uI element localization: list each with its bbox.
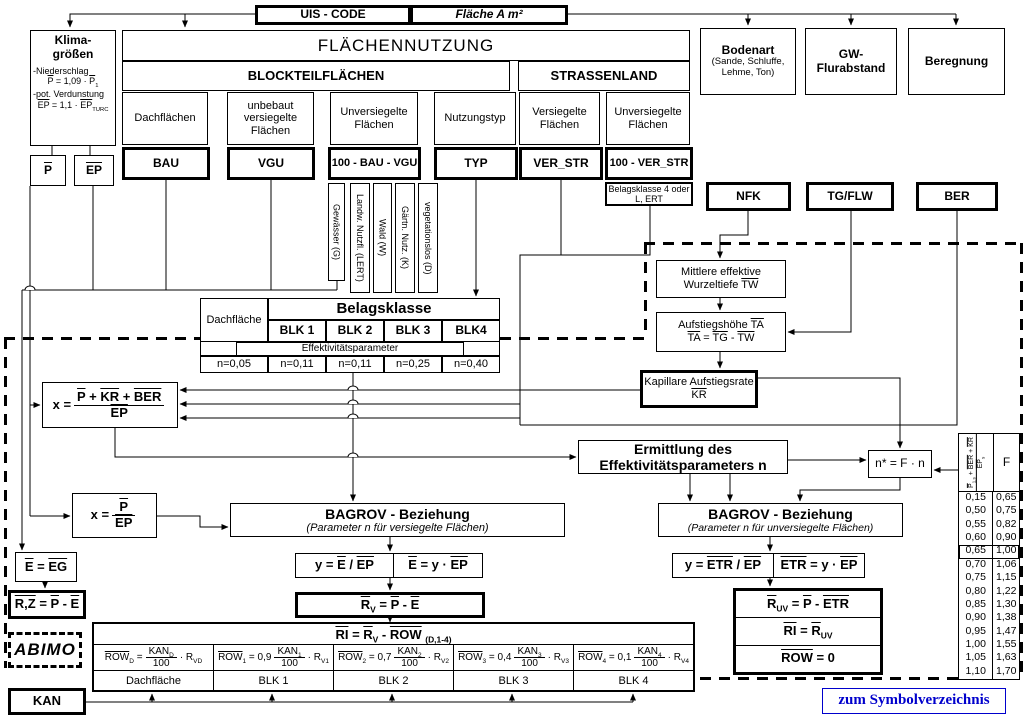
unversiegelt-label: Unversiegelte Flächen	[340, 105, 408, 131]
row-2-label: BLK 2	[333, 671, 453, 690]
bodenart-sub: (Sande, Schluffe, Lehme, Ton)	[711, 56, 785, 79]
beregnung-box	[908, 28, 1005, 95]
bau-code-box	[122, 147, 210, 180]
x1-den: EP	[110, 404, 128, 420]
f-row: 0,55 0,82	[959, 519, 1019, 532]
f-ratio-num: $\overline{P}_{1,s} + \overline{BER} + \overline{KR}$	[967, 434, 976, 491]
ver-str-code: VER_STR	[533, 155, 589, 170]
landw-label: Landw. Nutzfl. (LERT)	[355, 194, 366, 282]
f-table-header	[958, 433, 1020, 492]
kapillare-aufstiegsrate-box	[640, 370, 758, 408]
p-code-box	[30, 155, 66, 186]
effektivitaetsparameter-band	[236, 342, 464, 356]
p-code: $\overline{P}$	[43, 162, 52, 177]
strassenland-box	[518, 61, 690, 91]
row-3-formula: $\overline{ROW}_3 = 0,4$ $\frac{KAN_3}{100}$ · $R_{V3}$	[453, 645, 573, 670]
abimo-logo: ABIMO	[8, 632, 82, 668]
flaeche-box	[410, 5, 568, 25]
bagrov-uv-box	[658, 503, 903, 537]
gw-flurabstand-title: GW- Flurabstand	[816, 46, 886, 75]
wurzeltiefe-line1: Mittlere effektive	[681, 266, 761, 279]
row-d-label: Dachfläche	[125, 674, 182, 687]
wurzeltiefe-line2: Wurzeltiefe $\overline{TW}$	[683, 279, 759, 291]
tgflw-code-box	[806, 182, 894, 211]
gaertn-label: Gärtn. Nutz. (K)	[400, 206, 411, 270]
belagsklasse-title: Belagsklasse	[336, 300, 432, 318]
f-row: 0,15 0,65	[959, 492, 1019, 505]
blk1-header-cell	[268, 320, 326, 342]
klima-box	[30, 30, 116, 146]
row-3-label: BLK 3	[453, 671, 573, 690]
bagrov-uv-cell1: $y = \overline{ETR} / \overline{EP}$	[673, 554, 774, 577]
verdunstung-label: -pot. Verdunstung	[33, 89, 105, 100]
niederschlag-formula: $\overline{P} = 1,09 \cdot \overline{P}_1$	[47, 75, 99, 89]
ermittlung-box	[578, 440, 788, 474]
vegetationslos-label: vegetationslos (D)	[423, 201, 434, 275]
ver-str100-code-box	[605, 147, 693, 180]
f-table-f-label: F	[1002, 454, 1011, 469]
flaechennutzung-title: FLÄCHENNUTZUNG	[317, 35, 495, 55]
row-zero-result: $\overline{ROW} = 0$	[781, 650, 835, 666]
vgu-label-box	[227, 92, 314, 145]
wurzeltiefe-box	[656, 260, 786, 298]
nfk-code-box	[706, 182, 791, 211]
symbol-link[interactable]	[822, 688, 1006, 714]
bagrov-uv-cells	[672, 553, 865, 578]
gewaesser-label: Gewässer (G)	[331, 203, 342, 260]
f-row: 1,10 1,70	[959, 666, 1019, 679]
rz-box	[8, 590, 86, 619]
f-row: 0,50 0,75	[959, 505, 1019, 518]
f-ratio-den: $\overline{EP}_s$	[976, 456, 985, 469]
beregnung-title: Beregnung	[924, 53, 989, 68]
n1-cell	[268, 356, 326, 373]
aufstiegshoehe-line2: $\overline{TA} = \overline{TG} - \overline{TW}$	[687, 332, 755, 344]
blk3-header: BLK 3	[395, 323, 431, 338]
runoff-table	[92, 622, 695, 692]
runoff-formula-row	[94, 645, 693, 670]
x2-num: $\overline{P}$	[112, 500, 135, 516]
runoff-header: $\overline{RI} = \overline{R}_V - \overline{ROW}$ $_{(D,1-4)}$	[94, 624, 693, 645]
rv-result: $\overline{R}_V = \overline{P} - \overline{E}$	[360, 596, 420, 615]
x1-num: $\overline{P} + \overline{KR} + \overline{BER}$	[74, 390, 164, 406]
bagrov-v-box	[230, 503, 565, 537]
uis-code-label: UIS - CODE	[300, 7, 366, 22]
uis-code-box	[255, 5, 411, 25]
nfk-code: NFK	[736, 188, 761, 203]
f-row: 1,05 1,63	[959, 652, 1019, 665]
n4-value: n=0,40	[454, 358, 488, 371]
belagsklasse-corner: Dachfläche	[206, 313, 262, 326]
f-ratio-frac	[967, 434, 984, 491]
blockteilflaechen-title: BLOCKTEILFLÄCHEN	[247, 67, 385, 83]
f-row: 0,90 1,38	[959, 612, 1019, 625]
unversiegelt-label-box	[330, 92, 418, 145]
f-table-f-cell	[994, 456, 1019, 470]
n3-value: n=0,25	[396, 358, 430, 371]
f-row: 0,80 1,22	[959, 586, 1019, 599]
strassenland-title: STRASSENLAND	[550, 67, 658, 83]
typ-code: TYP	[464, 155, 488, 170]
dachflaechen-label-box	[122, 92, 208, 145]
bagrov-v-sub: (Parameter n für versiegelte Flächen)	[306, 521, 489, 534]
f-row: 0,60 0,90	[959, 532, 1019, 545]
ep-code: $\overline{EP}$	[85, 162, 102, 177]
bagrov-uv-title: BAGROV - Beziehung	[708, 505, 853, 522]
nutzungstyp-label-box	[434, 92, 516, 145]
dashed-boundary-mid-right	[500, 337, 647, 340]
n2-cell	[326, 356, 384, 373]
ep-code-box	[74, 155, 114, 186]
effektivitaetsparameter-label: Effektivitätsparameter	[301, 343, 399, 355]
blk1-header: BLK 1	[279, 323, 315, 338]
klima-title: Klima- größen	[52, 33, 94, 61]
typ-code-box	[434, 147, 518, 180]
f-table-body	[958, 492, 1020, 680]
nstar-box	[868, 450, 932, 478]
uv-result-stack	[733, 588, 883, 675]
rz-formula: $R,Z = \overline{P} - \overline{E}$	[14, 596, 80, 612]
tgflw-code: TG/FLW	[827, 188, 873, 203]
runoff-label-row	[94, 670, 693, 690]
n3-cell	[384, 356, 442, 373]
blk4-header-cell	[442, 320, 500, 342]
blockteilflaechen-box	[122, 61, 510, 91]
f-table-ratio-rotated	[967, 434, 984, 491]
nstar-formula: n* = F · n	[875, 456, 925, 471]
belagsklasse-title-cell	[268, 298, 500, 320]
unversiegelt-str-label-box	[606, 92, 690, 145]
ri-result: $\overline{RI} = \overline{R}_{UV}$	[736, 618, 880, 645]
blk3-header-cell	[384, 320, 442, 342]
gw-flurabstand-box	[805, 28, 897, 95]
row-d-formula: $\overline{ROW}_D$ = $\frac{KAN_D}{100}$ · $R_{VD}$	[104, 646, 203, 669]
bagrov-v-title: BAGROV - Beziehung	[325, 505, 470, 522]
e-eg-formula: $\overline{E} = \overline{EG}$	[24, 558, 68, 574]
belag4-note-box	[605, 182, 693, 206]
ermittlung-line2: Effektivitätsparameters n	[599, 457, 767, 473]
row-4-formula: $\overline{ROW}_4 = 0,1$ $\frac{KAN_4}{100}$ · $R_{V4}$	[573, 645, 693, 670]
x1-formula-box	[42, 382, 178, 428]
aufstiegshoehe-box	[656, 312, 786, 352]
nutzungstyp-label: Nutzungstyp	[444, 112, 506, 125]
f-row: 0,85 1,30	[959, 599, 1019, 612]
landw-box	[350, 183, 370, 293]
aufstiegshoehe-line1: Aufstiegshöhe $\overline{TA}$	[678, 319, 764, 332]
gaertn-box	[395, 183, 415, 293]
bodenart-box	[700, 28, 796, 95]
row-1-formula: $\overline{ROW}_1 = 0,9$ $\frac{KAN_1}{100}$ · $R_{V1}$	[213, 645, 333, 670]
bodenart-title: Bodenart	[721, 42, 775, 57]
symbol-link-label: zum Symbolverzeichnis	[838, 692, 990, 709]
row-1-label: BLK 1	[213, 671, 333, 690]
wald-box	[373, 183, 392, 293]
bagrov-v-cell2: $\overline{E} = y \cdot \overline{EP}$	[408, 557, 468, 573]
n-dach-value: n=0,05	[217, 358, 251, 371]
vgu-label: unbebaut versiegelte Flächen	[243, 99, 298, 137]
belag4-note: Belagsklasse 4 oder L, ERT	[608, 183, 690, 204]
row-4-label: BLK 4	[573, 671, 693, 690]
row-2-formula: $\overline{ROW}_2 = 0,7$ $\frac{KAN_2}{100}$ · $R_{V2}$	[333, 645, 453, 670]
versiegelt-str-label-box	[519, 92, 600, 145]
bagrov-uv-sub: (Parameter n für unversiegelte Flächen)	[687, 522, 874, 535]
dashed-boundary-top-right	[644, 242, 1024, 245]
f-row: 0,95 1,47	[959, 626, 1019, 639]
belagsklasse-corner-cell	[200, 298, 268, 342]
vgu-code: VGU	[257, 155, 284, 170]
bau-vgu-code-box	[328, 147, 421, 180]
n4-cell	[442, 356, 500, 373]
bau-code: BAU	[153, 155, 179, 170]
ver-str-code-box	[519, 147, 603, 180]
bagrov-v-cells	[295, 553, 483, 578]
n1-value: n=0,11	[280, 358, 314, 371]
rv-result-box	[295, 592, 485, 618]
dashed-boundary-left	[4, 338, 7, 668]
ver-str100-code: 100 - VER_STR	[609, 157, 689, 170]
x1-lhs: x =	[52, 396, 72, 412]
f-row-highlighted: 0,65 1,00	[959, 545, 1019, 558]
x2-lhs: x =	[90, 507, 110, 523]
x2-den: EP	[115, 515, 133, 530]
f-table-ratio-cell	[959, 434, 994, 491]
f-row: 0,70 1,06	[959, 559, 1019, 572]
wald-label: Wald (W)	[377, 219, 388, 257]
niederschlag-label: -Niederschlag	[33, 65, 89, 76]
f-row: 1,00 1,55	[959, 639, 1019, 652]
f-row: 0,75 1,15	[959, 572, 1019, 585]
flaechennutzung-title-box	[122, 30, 690, 61]
bagrov-uv-cell2: $\overline{ETR} = y \cdot \overline{EP}$	[780, 557, 858, 573]
ermittlung-line1: Ermittlung des	[633, 440, 732, 457]
blk4-header: BLK4	[455, 323, 487, 338]
bau-vgu-code: 100 - BAU - VGU	[331, 157, 418, 170]
kan-code: KAN	[32, 693, 62, 709]
n2-value: n=0,11	[338, 358, 372, 371]
dashed-boundary-step	[644, 243, 647, 338]
blk2-header: BLK 2	[337, 323, 373, 338]
blk2-header-cell	[326, 320, 384, 342]
dashed-boundary-mid-left	[4, 337, 200, 340]
flaeche-label: Fläche A m²	[455, 7, 523, 22]
x1-frac	[74, 390, 164, 421]
dachflaechen-label: Dachflächen	[134, 112, 196, 125]
dashed-boundary-right	[1020, 243, 1023, 680]
kan-code-box	[8, 688, 86, 715]
e-eg-box	[15, 552, 77, 582]
n-dach-cell	[200, 356, 268, 373]
verdunstung-formula: $\overline{EP} = 1,1 \cdot \overline{EP}_{TURC}$	[37, 99, 109, 113]
x2-formula-box	[72, 493, 157, 538]
unversiegelt-str-label: Unversiegelte Flächen	[614, 105, 682, 131]
x2-frac	[112, 500, 135, 531]
ber-code: BER	[944, 188, 970, 203]
kapillare-line1: Kapillare Aufstiegsrate	[644, 376, 754, 389]
ruv-result: $\overline{R}_{UV} = \overline{P} - \overline{ETR}$	[736, 591, 880, 618]
gewaesser-box	[328, 183, 345, 281]
bagrov-v-cell1: $y = \overline{E} / \overline{EP}$	[296, 554, 394, 577]
kapillare-line2: $\overline{KR}$	[691, 389, 707, 401]
ber-code-box	[916, 182, 998, 211]
vgu-code-box	[227, 147, 315, 180]
versiegelt-str-label: Versiegelte Flächen	[532, 105, 587, 131]
vegetationslos-box	[418, 183, 438, 293]
